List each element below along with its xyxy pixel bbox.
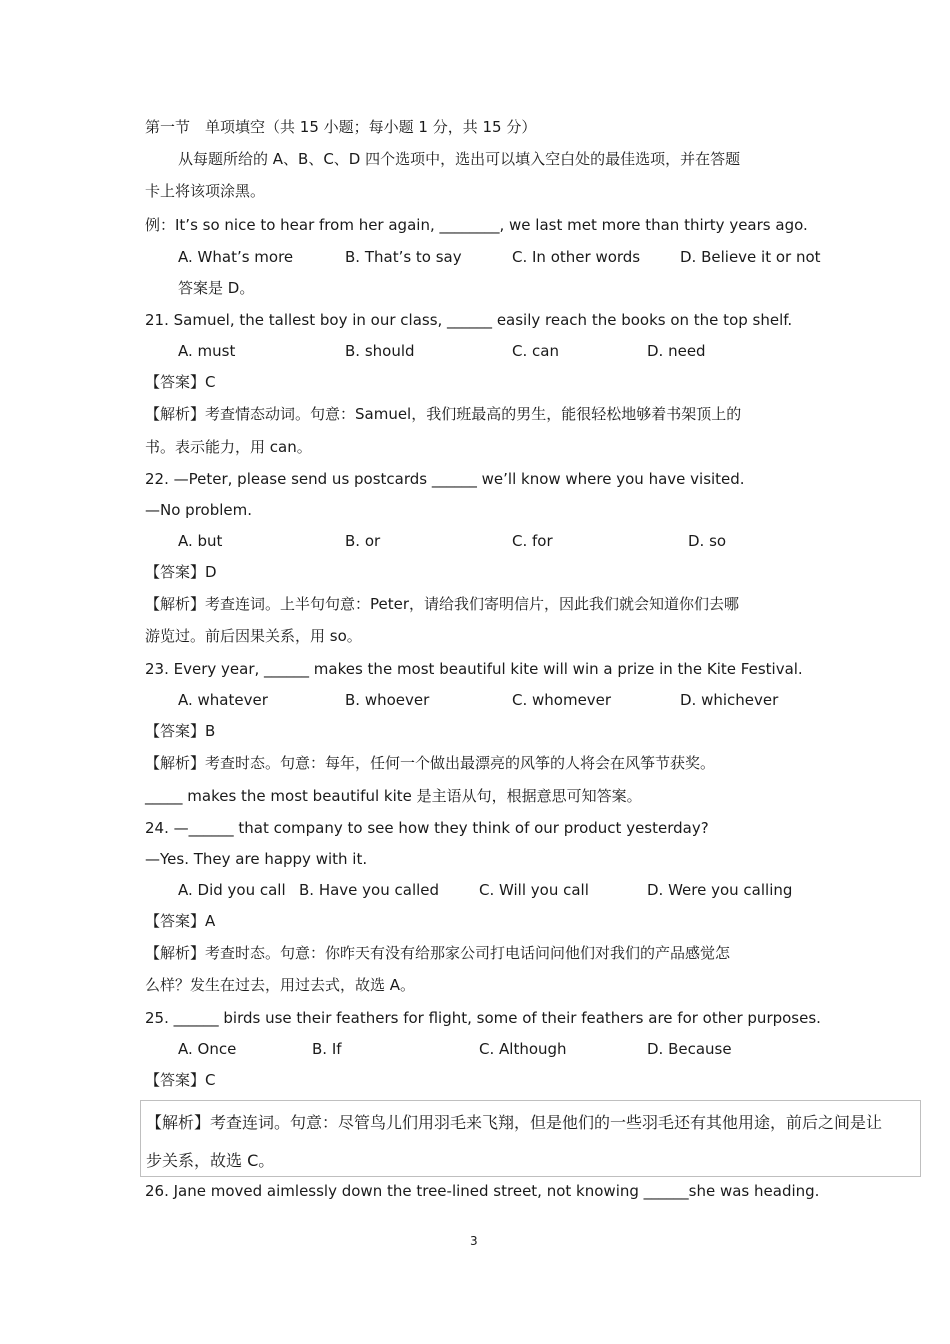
question-24-stem: 24. —______ that company to see how they think of our product yesterday? <box>145 819 709 837</box>
question-24-option-d: D. Were you calling <box>647 881 793 899</box>
question-22-answer: 【答案】D <box>145 563 217 581</box>
example-stem: 例：It’s so nice to hear from her again, ________, we last met more than thirty years ago. <box>145 216 808 234</box>
question-23-analysis-1: 【解析】考查时态。句意：每年，任何一个做出最漂亮的风筝的人将会在风筝节获奖。 <box>145 754 716 772</box>
question-24-answer: 【答案】A <box>145 912 216 930</box>
question-22-stem: 22. —Peter, please send us postcards ______ we’ll know where you have visited. <box>145 470 745 488</box>
question-21-option-c: C. can <box>512 342 559 360</box>
question-22-stem-reply: —No problem. <box>145 501 252 519</box>
example-option-d: D. Believe it or not <box>680 248 821 266</box>
question-22-option-d: D. so <box>688 532 727 550</box>
question-25-stem: 25. ______ birds use their feathers for flight, some of their feathers are for other purposes. <box>145 1009 821 1027</box>
example-option-b: B. That’s to say <box>345 248 462 266</box>
question-24-option-b: B. Have you called <box>299 881 440 899</box>
question-22-option-b: B. or <box>345 532 381 550</box>
question-24-analysis-2: 么样？发生在过去，用过去式，故选 A。 <box>145 976 416 994</box>
question-21-option-d: D. need <box>647 342 706 360</box>
question-24-option-a: A. Did you call <box>178 881 286 899</box>
question-25-analysis-box <box>140 1100 921 1177</box>
question-23-option-a: A. whatever <box>178 691 268 709</box>
page-number: 3 <box>470 1234 478 1248</box>
question-22-analysis-1: 【解析】考查连词。上半句句意：Peter，请给我们寄明信片，因此我们就会知道你们去哪 <box>145 595 740 613</box>
question-26-stem: 26. Jane moved aimlessly down the tree-lined street, not knowing ______she was heading. <box>145 1182 820 1200</box>
question-24-option-c: C. Will you call <box>479 881 589 899</box>
instruction-line-1: 从每题所给的 A、B、C、D 四个选项中，选出可以填入空白处的最佳选项，并在答题 <box>178 150 741 168</box>
question-25-option-b: B. If <box>312 1040 342 1058</box>
section-title: 第一节 单项填空（共 15 小题；每小题 1 分，共 15 分） <box>145 118 537 136</box>
question-24-analysis-1: 【解析】考查时态。句意：你昨天有没有给那家公司打电话问问他们对我们的产品感觉怎 <box>145 944 731 962</box>
question-25-analysis-2: 步关系，故选 C。 <box>146 1151 275 1170</box>
question-24-stem-reply: —Yes. They are happy with it. <box>145 850 368 868</box>
question-25-option-d: D. Because <box>647 1040 732 1058</box>
question-23-analysis-2: _____ makes the most beautiful kite 是主语从句，根据意思可知答案。 <box>145 787 642 805</box>
question-22-option-a: A. but <box>178 532 223 550</box>
question-21-option-a: A. must <box>178 342 236 360</box>
question-25-answer: 【答案】C <box>145 1071 216 1089</box>
question-23-option-d: D. whichever <box>680 691 779 709</box>
question-22-option-c: C. for <box>512 532 553 550</box>
example-option-a: A. What’s more <box>178 248 294 266</box>
question-25-analysis-1: 【解析】考查连词。句意：尽管鸟儿们用羽毛来飞翔，但是他们的一些羽毛还有其他用途，前后之间是让 <box>146 1113 883 1132</box>
question-21-stem: 21. Samuel, the tallest boy in our class, ______ easily reach the books on the top shelf. <box>145 311 793 329</box>
question-21-option-b: B. should <box>345 342 415 360</box>
example-answer: 答案是 D。 <box>178 279 255 297</box>
question-25-option-a: A. Once <box>178 1040 237 1058</box>
question-21-analysis-2: 书。表示能力，用 can。 <box>145 438 312 456</box>
question-23-stem: 23. Every year, ______ makes the most beautiful kite will win a prize in the Kite Festival. <box>145 660 803 678</box>
question-21-analysis-1: 【解析】考查情态动词。句意：Samuel，我们班最高的男生，能很轻松地够着书架顶上的 <box>145 405 742 423</box>
instruction-line-2: 卡上将该项涂黑。 <box>145 182 266 200</box>
question-22-analysis-2: 游览过。前后因果关系，用 so。 <box>145 627 362 645</box>
question-23-option-b: B. whoever <box>345 691 430 709</box>
question-23-option-c: C. whomever <box>512 691 612 709</box>
question-25-option-c: C. Although <box>479 1040 567 1058</box>
example-option-c: C. In other words <box>512 248 641 266</box>
question-21-answer: 【答案】C <box>145 373 216 391</box>
question-23-answer: 【答案】B <box>145 722 216 740</box>
